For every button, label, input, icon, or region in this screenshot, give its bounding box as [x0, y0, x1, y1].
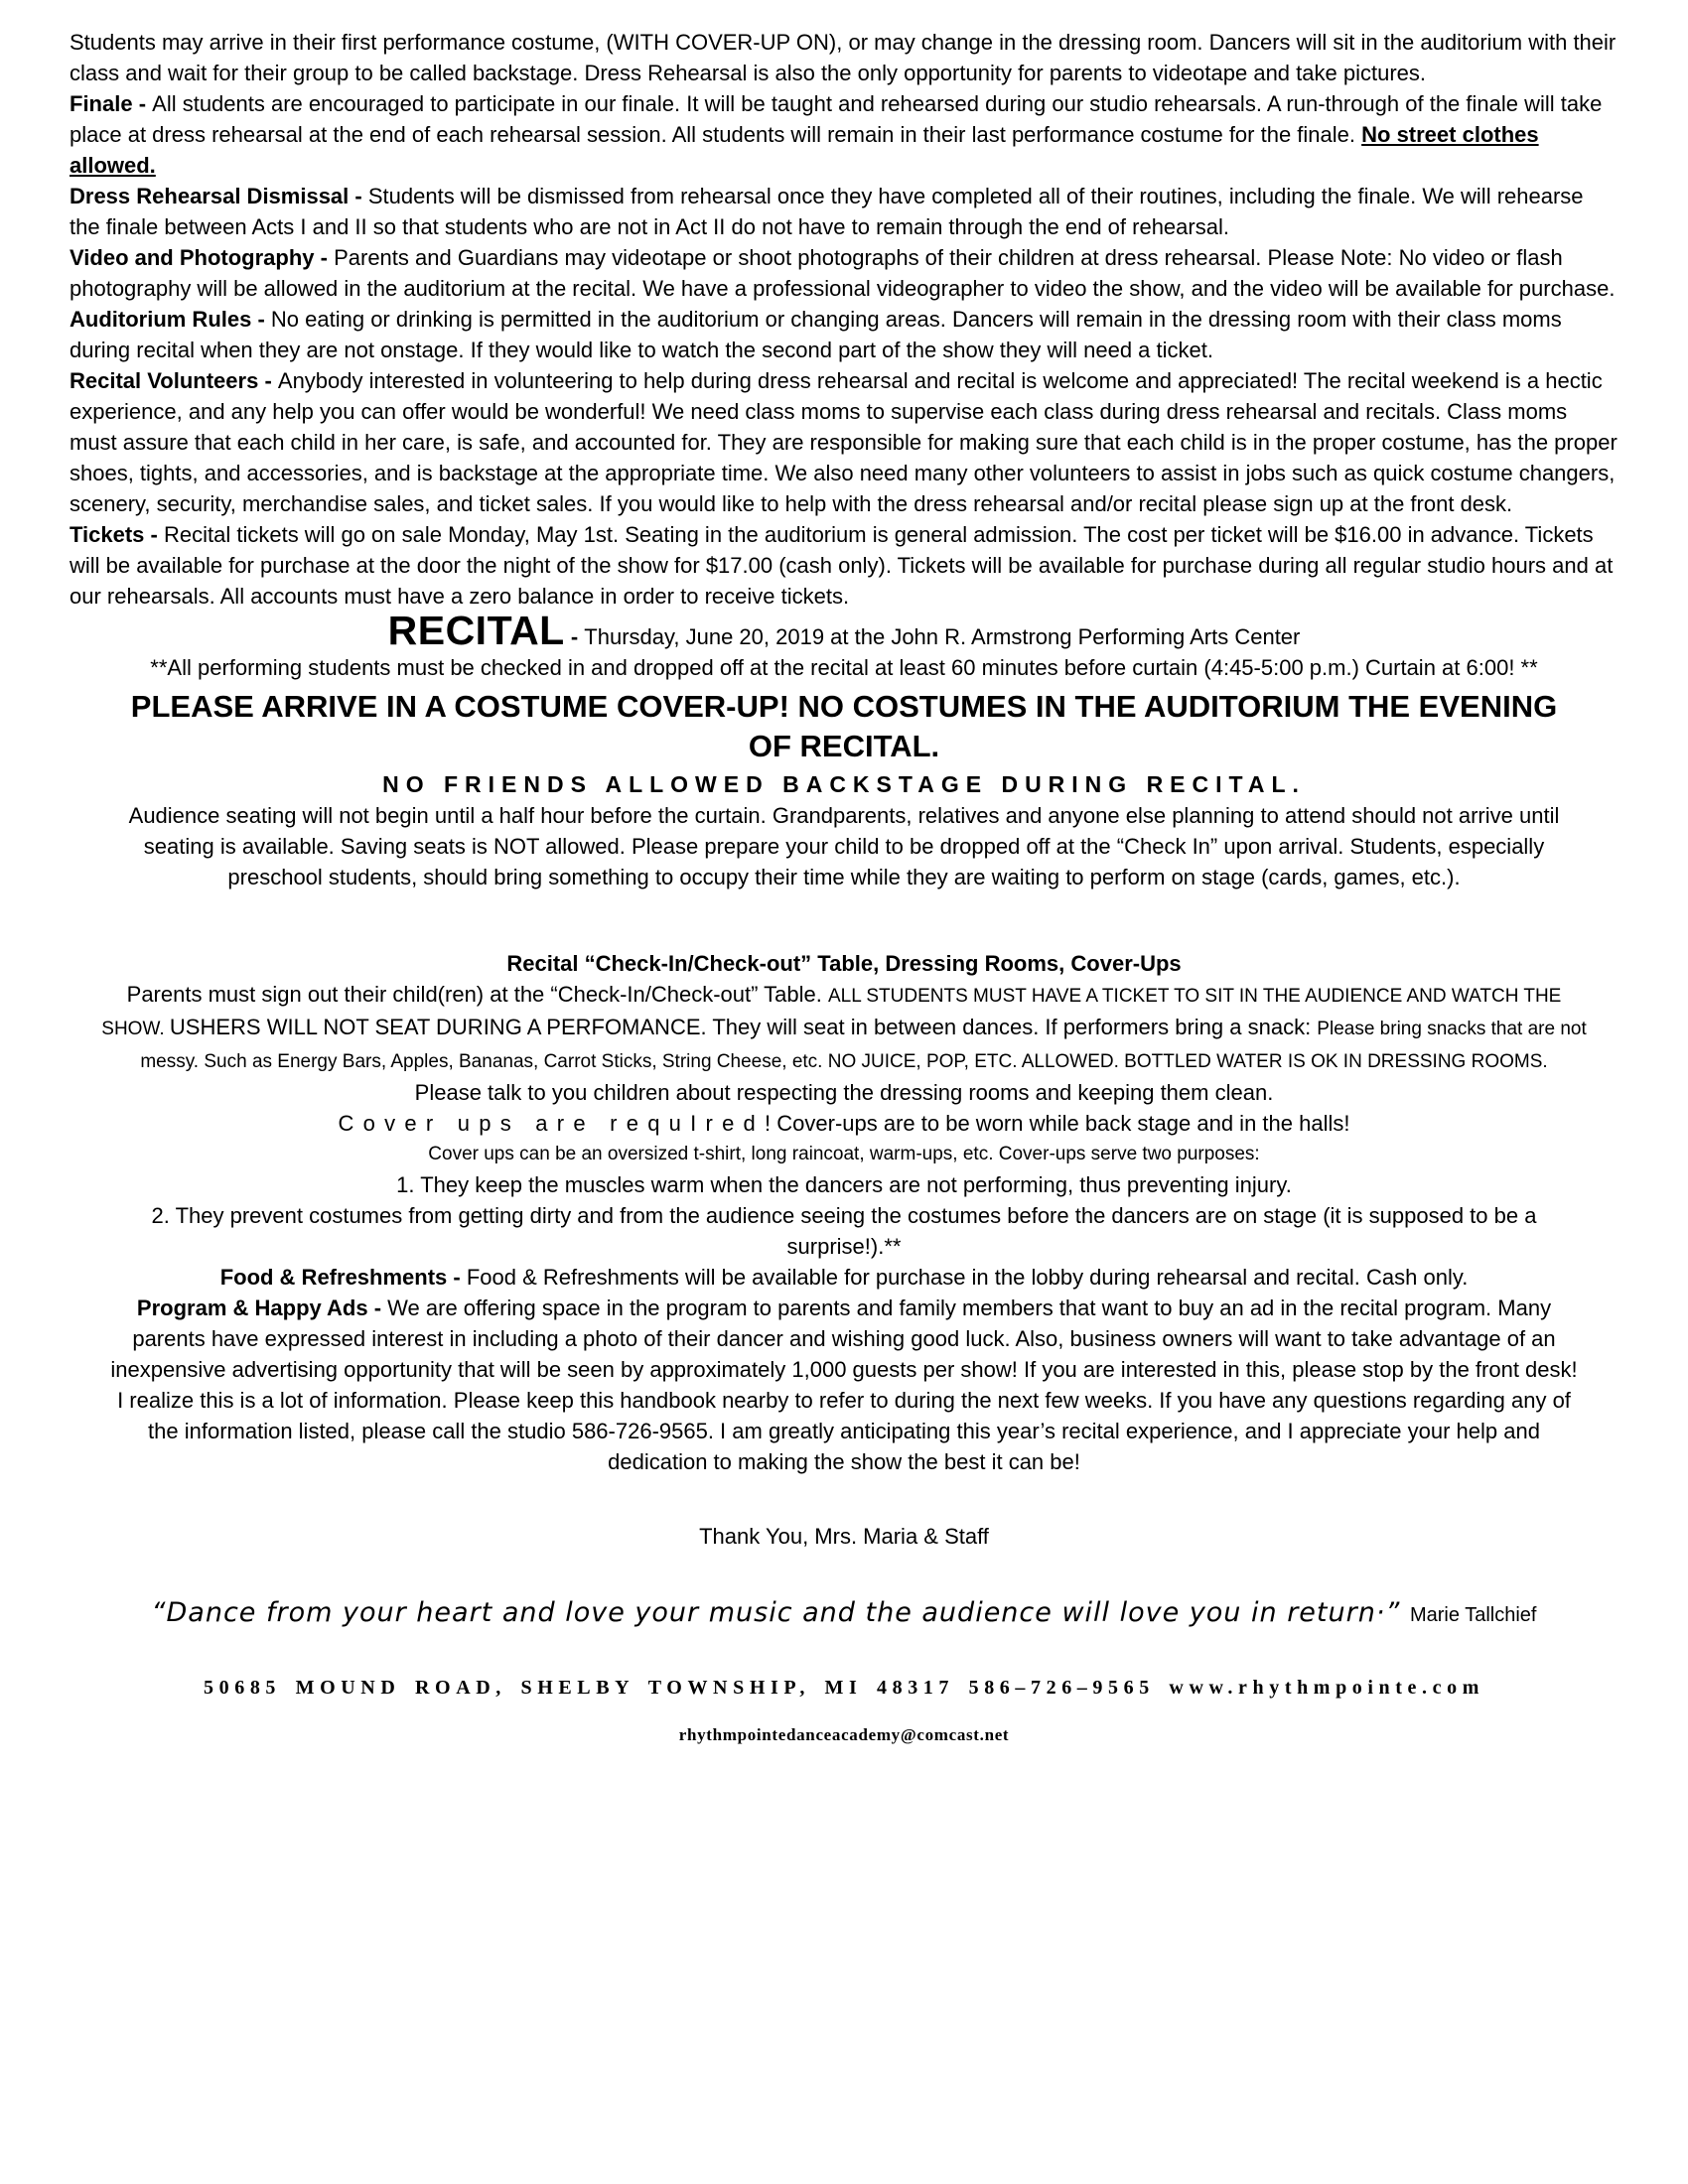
- seat-between-text: They will seat in between dances. If performers bring a snack:: [712, 1015, 1318, 1039]
- audience-seating-text: Audience seating will not begin until a half hour before the curtain. Grandparents, relatives and anyone else planning to attend should not arrive until seating is available. Saving seats is NOT allowed. Please prepare your child to be dropped off at the “Check In” upon arrival. Students, especially preschool students, should bring something to occupy their time while they are waiting to perform on stage (cards, games, etc.).: [128, 803, 1560, 889]
- tickets-label: Tickets: [70, 522, 145, 547]
- no-juice-text: NO JUICE, POP, ETC. ALLOWED. BOTTLED WATER IS OK IN DRESSING ROOMS.: [827, 1051, 1548, 1072]
- cover-up-notice: [119, 687, 1569, 766]
- quote-text: “Dance from your heart and love your music and the audience will love you in return·”: [151, 1597, 1410, 1628]
- tickets-separator: -: [144, 522, 164, 547]
- paragraph-finale: [70, 88, 1618, 181]
- food-separator: -: [447, 1265, 467, 1290]
- studio-address-text: 50685 MOUND ROAD, SHELBY TOWNSHIP, MI 48317 586–726–9565 www.rhythmpointe.com: [204, 1677, 1484, 1699]
- snack-guidance-text: Please bring snacks that are not messy. Such as Energy Bars, Apples, Bananas, Carrot Sticks, String Cheese, etc.: [140, 1019, 1587, 1072]
- finale-separator: -: [132, 91, 153, 116]
- paragraph-food-refreshments: [89, 1262, 1599, 1293]
- paragraph-video-photography: [70, 242, 1618, 304]
- purpose-1-text: 1. They keep the muscles warm when the dancers are not performing, thus preventing injury.: [396, 1172, 1292, 1197]
- volunteers-label: Recital Volunteers: [70, 368, 259, 393]
- quote-attribution: Marie Tallchief: [1409, 1604, 1537, 1626]
- paragraph-arrival: [70, 27, 1618, 88]
- recital-separator: -: [564, 624, 585, 649]
- finale-emphasis: No street clothes allowed.: [70, 122, 1539, 178]
- no-friends-text: NO FRIENDS ALLOWED BACKSTAGE DURING RECITAL.: [382, 771, 1306, 797]
- studio-email-text: rhythmpointedanceacademy@comcast.net: [678, 1725, 1010, 1744]
- food-text: Food & Refreshments will be available for purchase in the lobby during rehearsal and recital. Cash only.: [466, 1265, 1469, 1290]
- recital-venue: Thursday, June 20, 2019 at the John R. Armstrong Performing Arts Center: [584, 624, 1301, 649]
- dismissal-label: Dress Rehearsal Dismissal: [70, 184, 350, 208]
- paragraph-dress-rehearsal-dismissal: [70, 181, 1618, 242]
- tickets-text: Recital tickets will go on sale Monday, May 1st. Seating in the auditorium is general admission. The cost per ticket will be $16.00 in advance. Tickets will be available for purchase at the door the night of the show for $17.00 (cash only). Tickets will be available for purchase during all regular studio hours and at our rehearsals. All accounts must have a zero balance in order to receive tickets.: [70, 522, 1614, 609]
- cover-up-purpose-1: [70, 1169, 1618, 1200]
- checkin-note-text: **All performing students must be checked in and dropped off at the recital at least 60 minutes before curtain (4:45-5:00 p.m.) Curtain at 6:00! **: [150, 655, 1538, 680]
- thank-you-text: Thank You, Mrs. Maria & Staff: [699, 1524, 989, 1549]
- video-label: Video and Photography: [70, 245, 315, 270]
- respect-text: Please talk to you children about respecting the dressing rooms and keeping them clean.: [414, 1080, 1274, 1105]
- cover-up-notice-text: PLEASE ARRIVE IN A COSTUME COVER-UP! NO COSTUMES IN THE AUDITORIUM THE EVENING OF RECITAL.: [130, 689, 1558, 763]
- thank-you-line: [70, 1521, 1618, 1552]
- paragraph-auditorium-rules: [70, 304, 1618, 365]
- checkin-rules-paragraph: [94, 979, 1594, 1077]
- recital-checkin-note: [70, 652, 1618, 683]
- auditorium-separator: -: [251, 307, 271, 332]
- purpose-2-text: 2. They prevent costumes from getting dirty and from the audience seeing the costumes before the dancers are on stage (it is supposed to be a surprise!).**: [151, 1203, 1537, 1259]
- finale-text: All students are encouraged to participate in our finale. It will be taught and rehearsed during our studio rehearsals. A run-through of the finale will take place at dress rehearsal at the end of each rehearsal session. All students will remain in their last performance costume for the finale.: [70, 91, 1603, 147]
- handbook-policies-section: [70, 27, 1618, 612]
- paragraph-program-happy-ads: [109, 1293, 1579, 1477]
- auditorium-label: Auditorium Rules: [70, 307, 252, 332]
- video-text: Parents and Guardians may videotape or shoot photographs of their children at dress rehearsal. Please Note: No video or flash photography will be allowed in the auditorium at the recital. We have a professional videographer to video the show, and the video will be available for purchase.: [70, 245, 1616, 301]
- quote-line: [70, 1597, 1618, 1631]
- cover-ups-required-spaced: Cover ups are requIred: [338, 1111, 766, 1136]
- program-ads-separator: -: [367, 1296, 388, 1320]
- cover-ups-examples-text: Cover ups can be an oversized t-shirt, long raincoat, warm-ups, etc. Cover-ups serve two purposes:: [428, 1144, 1260, 1164]
- auditorium-text: No eating or drinking is permitted in the auditorium or changing areas. Dancers will remain in the dressing room with their class moms during recital when they are not onstage. If they would like to watch the second part of the show they will need a ticket.: [70, 307, 1562, 362]
- recital-announcement-section: [70, 608, 1618, 892]
- program-ads-text: We are offering space in the program to parents and family members that want to buy an ad in the recital program. Many parents have expressed interest in including a photo of their dancer and wishing good luck. Also, business owners will want to take advantage of an inexpensive advertising opportunity that will be seen by approximately 1,000 guests per show! If you are interested in this, please stop by the front desk! I realize this is a lot of information. Please keep this handbook nearby to refer to during the next few weeks. If you have any questions regarding any of the information listed, please call the studio 586-726-9565. I am greatly anticipating this year’s recital experience, and I appreciate your help and dedication to making the show the best it can be!: [110, 1296, 1578, 1474]
- finale-label: Finale: [70, 91, 133, 116]
- checkin-heading-text: Recital “Check-In/Check-out” Table, Dressing Rooms, Cover-Ups: [506, 951, 1182, 976]
- volunteers-text: Anybody interested in volunteering to help during dress rehearsal and recital is welcome and appreciated! The recital weekend is a hectic experience, and any help you can offer would be wonderful! We need class moms to supervise each class during dress rehearsal and recitals. Class moms must assure that each child in her care, is safe, and accounted for. They are responsible for making sure that each child is in the proper costume, has the proper shoes, tights, and accessories, and is backstage at the appropriate time. We also need many other volunteers to assist in jobs such as quick costume changers, scenery, security, merchandise sales, and ticket sales. If you would like to help with the dress rehearsal and/or recital please sign up at the front desk.: [70, 368, 1618, 516]
- studio-footer: [70, 1673, 1618, 1750]
- dismissal-text: Students will be dismissed from rehearsal once they have completed all of their routines, including the finale. We will rehearse the finale between Acts I and II so that students who are not in Act II do not have to remain through the end of rehearsal.: [70, 184, 1584, 239]
- program-ads-label: Program & Happy Ads: [136, 1296, 368, 1320]
- paragraph-recital-volunteers: [70, 365, 1618, 519]
- studio-address-line: [70, 1673, 1618, 1704]
- cover-ups-examples-line: [70, 1139, 1618, 1169]
- food-and-ads-section: [70, 1262, 1618, 1477]
- ushers-text: USHERS WILL NOT SEAT DURING A PERFOMANCE.: [169, 1015, 713, 1039]
- volunteers-separator: -: [258, 368, 278, 393]
- food-label: Food & Refreshments: [219, 1265, 448, 1290]
- studio-email: [70, 1719, 1618, 1750]
- arrival-text: Students may arrive in their first performance costume, (WITH COVER-UP ON), or may change in the dressing room. Dancers will sit in the auditorium with their class and wait for their group to be called backstage. Dress Rehearsal is also the only opportunity for parents to videotape and take pictures.: [70, 30, 1617, 85]
- cover-up-purpose-2: [94, 1200, 1594, 1262]
- ticket-required-text: ALL STUDENTS MUST HAVE A TICKET TO SIT IN THE AUDIENCE AND WATCH THE SHOW.: [101, 986, 1562, 1039]
- dismissal-separator: -: [349, 184, 368, 208]
- video-separator: -: [314, 245, 335, 270]
- no-friends-notice: [70, 769, 1618, 800]
- sign-out-text: Parents must sign out their child(ren) at the “Check-In/Check-out” Table.: [126, 982, 828, 1007]
- recital-heading: [70, 608, 1618, 653]
- paragraph-tickets: [70, 519, 1618, 612]
- checkin-section-heading: [70, 948, 1618, 979]
- recital-title: RECITAL: [387, 608, 565, 653]
- cover-ups-required-rest: ! Cover-ups are to be worn while back stage and in the halls!: [765, 1111, 1350, 1136]
- dressing-room-respect-line: [70, 1077, 1618, 1108]
- closing-section: [70, 1521, 1618, 1631]
- audience-seating-paragraph: [99, 800, 1589, 892]
- cover-ups-required-line: [70, 1108, 1618, 1139]
- checkin-table-section: [70, 948, 1618, 1262]
